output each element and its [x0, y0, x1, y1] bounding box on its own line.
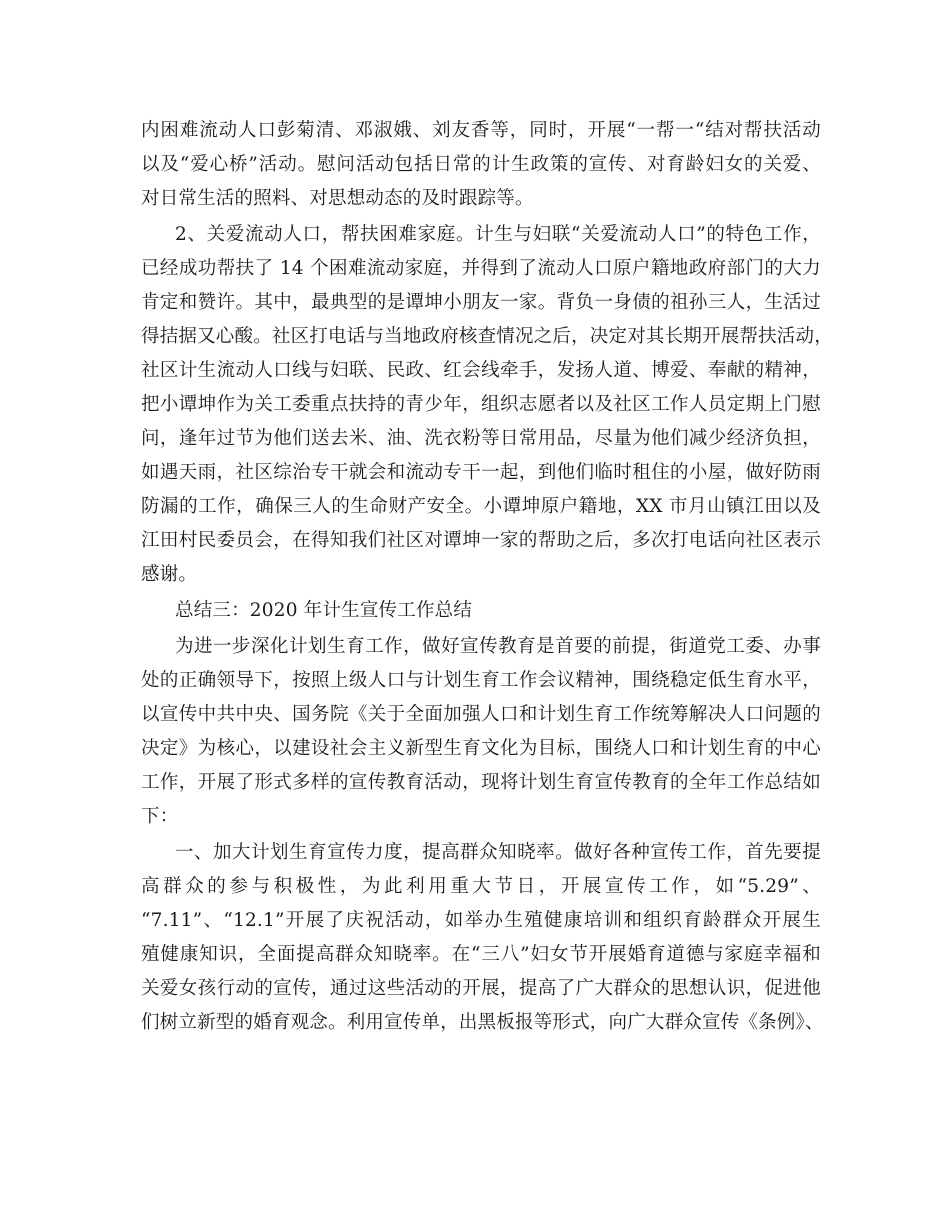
text-line: 为进一步深化计划生育工作，做好宣传教育是首要的前提，街道党工委、办事: [175, 636, 821, 657]
text-line: 一、加大计划生育宣传力度，提高群众知晓率。做好各种宣传工作，首先要提: [175, 842, 821, 863]
text-line: 高群众的参与积极性，为此利用重大节日，开展宣传工作，如“5.29”、: [141, 876, 821, 897]
text-line: 下：: [141, 806, 179, 827]
text-line: “7.11”、“12.1”开展了庆祝活动，如举办生殖健康培训和组织育龄群众开展生: [141, 910, 821, 931]
text-line: 决定》为核心，以建设社会主义新型生育文化为目标，围绕人口和计划生育的中心: [141, 738, 821, 759]
section-heading: 总结三：2020 年计生宣传工作总结: [175, 600, 473, 621]
text-line: 防漏的工作，确保三人的生命财产安全。小谭坤原户籍地，XX 市月山镇江田以及: [141, 496, 821, 517]
text-line: 如遇天雨，社区综治专干就会和流动专干一起，到他们临时租住的小屋，做好防雨: [141, 462, 821, 483]
text-line: 2、关爱流动人口，帮扶困难家庭。计生与妇联“关爱流动人口”的特色工作，: [175, 224, 821, 245]
text-line: 肯定和赞许。其中，最典型的是谭坤小朋友一家。背负一身债的祖孙三人，生活过: [141, 292, 821, 313]
text-line: 内困难流动人口彭菊清、邓淑娥、刘友香等，同时，开展“一帮一“结对帮扶活动: [141, 120, 821, 141]
text-line: 把小谭坤作为关工委重点扶持的青少年，组织志愿者以及社区工作人员定期上门慰: [141, 394, 821, 415]
text-line: 们树立新型的婚育观念。利用宣传单，出黑板报等形式，向广大群众宣传《条例》、: [141, 1012, 824, 1033]
text-line: 对日常生活的照料、对思想动态的及时跟踪等。: [141, 188, 534, 209]
text-line: 殖健康知识，全面提高群众知晓率。在“三八”妇女节开展婚育道德与家庭幸福和: [141, 944, 821, 965]
text-line: 江田村民委员会，在得知我们社区对谭坤一家的帮助之后，多次打电话向社区表示: [141, 530, 821, 551]
text-line: 工作，开展了形式多样的宣传教育活动，现将计划生育宣传教育的全年工作总结如: [141, 772, 821, 793]
text-line: 以及“爱心桥”活动。慰问活动包括日常的计生政策的宣传、对育龄妇女的关爱、: [141, 154, 821, 175]
text-line: 得拮据又心酸。社区打电话与当地政府核查情况之后，决定对其长期开展帮扶活动，: [141, 326, 833, 347]
text-line: 社区计生流动人口线与妇联、民政、红会线牵手，发扬人道、博爱、奉献的精神，: [141, 360, 821, 381]
text-line: 感谢。: [141, 564, 198, 585]
text-line: 问，逢年过节为他们送去米、油、洗衣粉等日常用品，尽量为他们减少经济负担，: [141, 428, 821, 449]
text-line: 已经成功帮扶了 14 个困难流动家庭，并得到了流动人口原户籍地政府部门的大力: [141, 258, 821, 279]
text-line: 关爱女孩行动的宣传，通过这些活动的开展，提高了广大群众的思想认识，促进他: [141, 978, 821, 999]
text-line: 以宣传中共中央、国务院《关于全面加强人口和计划生育工作统筹解决人口问题的: [141, 704, 821, 725]
text-line: 处的正确领导下，按照上级人口与计划生育工作会议精神，围绕稳定低生育水平，: [141, 670, 821, 691]
